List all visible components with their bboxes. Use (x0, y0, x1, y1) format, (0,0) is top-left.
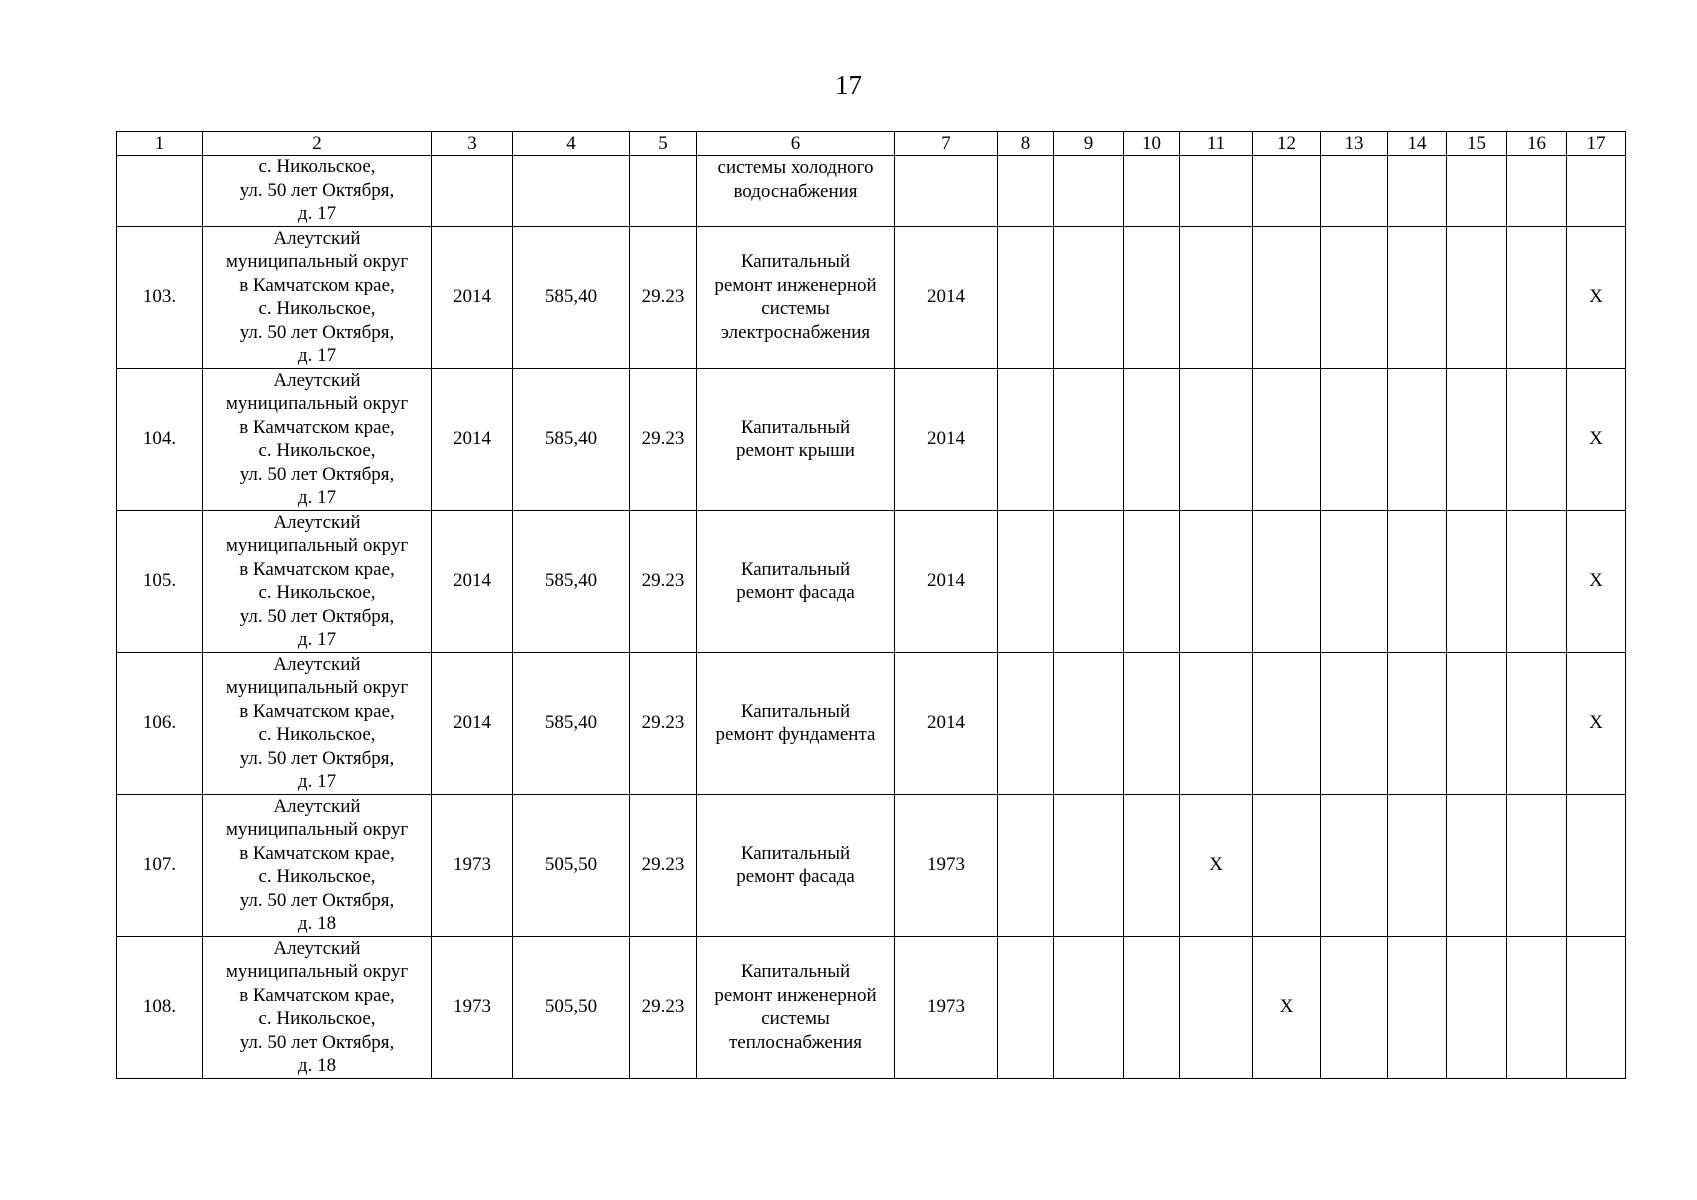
cell-mark (1321, 156, 1388, 227)
cell-rate: 29.23 (630, 652, 697, 794)
cell-mark (1124, 368, 1180, 510)
cell-mark (1447, 652, 1507, 794)
cell-mark (1388, 226, 1447, 368)
continuation-row (117, 156, 1626, 227)
cell-mark (1180, 226, 1253, 368)
cell-mark: X (1567, 368, 1626, 510)
cell-num: 106. (117, 652, 203, 794)
cell-work-year: 1973 (895, 936, 998, 1078)
column-number: 16 (1507, 132, 1567, 156)
cell-mark (1124, 652, 1180, 794)
cell-work: Капитальный ремонт фасада (697, 510, 895, 652)
cell-mark (1507, 936, 1567, 1078)
cell-mark (1253, 794, 1321, 936)
cell-area: 505,50 (513, 936, 630, 1078)
cell-mark (1321, 652, 1388, 794)
cell-work-year: 2014 (895, 510, 998, 652)
cell-num: 104. (117, 368, 203, 510)
column-number: 10 (1124, 132, 1180, 156)
table-row (117, 652, 1626, 794)
table-row (117, 936, 1626, 1078)
cell-mark (1388, 510, 1447, 652)
table-row (117, 794, 1626, 936)
cell-mark (1054, 368, 1124, 510)
cell-work-year: 2014 (895, 652, 998, 794)
cell-area: 585,40 (513, 226, 630, 368)
cell-mark (1054, 156, 1124, 227)
column-number: 13 (1321, 132, 1388, 156)
table-row (117, 368, 1626, 510)
cell-work: Капитальный ремонт фасада (697, 794, 895, 936)
cell-mark (1388, 936, 1447, 1078)
page-number: 17 (835, 70, 862, 100)
column-number: 9 (1054, 132, 1124, 156)
column-number: 12 (1253, 132, 1321, 156)
cell-mark (1124, 794, 1180, 936)
cell-address: Алеутский муниципальный округ в Камчатском крае, с. Никольское, ул. 50 лет Октября, д. 17 (203, 226, 432, 368)
cell-mark (1447, 156, 1507, 227)
cell-mark (1567, 156, 1626, 227)
cell-mark (1253, 510, 1321, 652)
cell-area: 585,40 (513, 510, 630, 652)
cell-mark: X (1567, 226, 1626, 368)
cell-mark (1388, 652, 1447, 794)
cell-mark: X (1180, 794, 1253, 936)
cell-num: 103. (117, 226, 203, 368)
cell-mark (1180, 936, 1253, 1078)
cell-mark (1447, 368, 1507, 510)
table-row (117, 226, 1626, 368)
cell-num: 107. (117, 794, 203, 936)
cell-mark (1567, 936, 1626, 1078)
column-number: 17 (1567, 132, 1626, 156)
cell-year (432, 156, 513, 227)
cell-mark (1321, 368, 1388, 510)
cell-year: 2014 (432, 368, 513, 510)
cell-mark (1507, 652, 1567, 794)
cell-rate: 29.23 (630, 226, 697, 368)
cell-mark (998, 510, 1054, 652)
cell-work: Капитальный ремонт фундамента (697, 652, 895, 794)
cell-work-year: 2014 (895, 226, 998, 368)
cell-mark (1124, 156, 1180, 227)
column-number: 4 (513, 132, 630, 156)
cell-mark (998, 226, 1054, 368)
cell-mark (1388, 794, 1447, 936)
cell-rate: 29.23 (630, 368, 697, 510)
cell-mark (1054, 226, 1124, 368)
cell-address: Алеутский муниципальный округ в Камчатском крае, с. Никольское, ул. 50 лет Октября, д. 18 (203, 936, 432, 1078)
cell-mark (1447, 794, 1507, 936)
cell-mark (1124, 510, 1180, 652)
cell-work: Капитальный ремонт инженерной системы электроснабжения (697, 226, 895, 368)
cell-num: 108. (117, 936, 203, 1078)
cell-area: 585,40 (513, 652, 630, 794)
cell-address: с. Никольское, ул. 50 лет Октября, д. 17 (203, 156, 432, 227)
cell-mark (1180, 156, 1253, 227)
cell-area: 585,40 (513, 368, 630, 510)
cell-mark (1321, 510, 1388, 652)
cell-mark (1507, 156, 1567, 227)
column-number: 14 (1388, 132, 1447, 156)
cell-mark (998, 156, 1054, 227)
cell-year: 1973 (432, 936, 513, 1078)
cell-work-year: 1973 (895, 794, 998, 936)
cell-mark (1124, 936, 1180, 1078)
cell-mark (1180, 652, 1253, 794)
cell-mark (1180, 368, 1253, 510)
cell-mark (1253, 652, 1321, 794)
cell-mark (1054, 794, 1124, 936)
cell-work-year (895, 156, 998, 227)
cell-area (513, 156, 630, 227)
cell-rate: 29.23 (630, 794, 697, 936)
cell-work: Капитальный ремонт инженерной системы теплоснабжения (697, 936, 895, 1078)
cell-address: Алеутский муниципальный округ в Камчатском крае, с. Никольское, ул. 50 лет Октября, д. 17 (203, 652, 432, 794)
cell-mark (998, 936, 1054, 1078)
column-number: 7 (895, 132, 998, 156)
column-number: 2 (203, 132, 432, 156)
cell-rate: 29.23 (630, 936, 697, 1078)
cell-year: 2014 (432, 652, 513, 794)
cell-mark (1321, 794, 1388, 936)
cell-address: Алеутский муниципальный округ в Камчатском крае, с. Никольское, ул. 50 лет Октября, д. 17 (203, 510, 432, 652)
cell-mark (1253, 156, 1321, 227)
cell-mark (1507, 510, 1567, 652)
column-number: 5 (630, 132, 697, 156)
cell-year: 1973 (432, 794, 513, 936)
cell-rate: 29.23 (630, 510, 697, 652)
cell-year: 2014 (432, 226, 513, 368)
cell-mark (1253, 226, 1321, 368)
cell-mark (1507, 226, 1567, 368)
cell-mark (998, 794, 1054, 936)
cell-mark (1447, 226, 1507, 368)
column-number: 15 (1447, 132, 1507, 156)
column-number: 1 (117, 132, 203, 156)
cell-address: Алеутский муниципальный округ в Камчатском крае, с. Никольское, ул. 50 лет Октября, д. 17 (203, 368, 432, 510)
column-number: 8 (998, 132, 1054, 156)
cell-mark (1124, 226, 1180, 368)
column-number: 3 (432, 132, 513, 156)
cell-work: системы холодного водоснабжения (697, 156, 895, 227)
cell-mark: X (1567, 510, 1626, 652)
cell-mark (1567, 794, 1626, 936)
cell-mark (998, 368, 1054, 510)
cell-mark (998, 652, 1054, 794)
repair-schedule-table (116, 131, 1626, 1079)
column-number-row (117, 132, 1626, 156)
cell-num (117, 156, 203, 227)
cell-area: 505,50 (513, 794, 630, 936)
cell-mark (1507, 794, 1567, 936)
cell-mark (1321, 936, 1388, 1078)
cell-mark (1054, 510, 1124, 652)
table-row (117, 510, 1626, 652)
cell-mark: X (1253, 936, 1321, 1078)
cell-num: 105. (117, 510, 203, 652)
cell-work: Капитальный ремонт крыши (697, 368, 895, 510)
column-number: 6 (697, 132, 895, 156)
cell-year: 2014 (432, 510, 513, 652)
cell-mark (1507, 368, 1567, 510)
cell-rate (630, 156, 697, 227)
cell-mark (1054, 652, 1124, 794)
cell-work-year: 2014 (895, 368, 998, 510)
cell-mark (1447, 510, 1507, 652)
cell-mark (1388, 368, 1447, 510)
cell-mark (1388, 156, 1447, 227)
cell-mark (1447, 936, 1507, 1078)
cell-mark (1253, 368, 1321, 510)
cell-mark (1054, 936, 1124, 1078)
column-number: 11 (1180, 132, 1253, 156)
cell-mark: X (1567, 652, 1626, 794)
cell-mark (1180, 510, 1253, 652)
cell-mark (1321, 226, 1388, 368)
cell-address: Алеутский муниципальный округ в Камчатском крае, с. Никольское, ул. 50 лет Октября, д. 18 (203, 794, 432, 936)
